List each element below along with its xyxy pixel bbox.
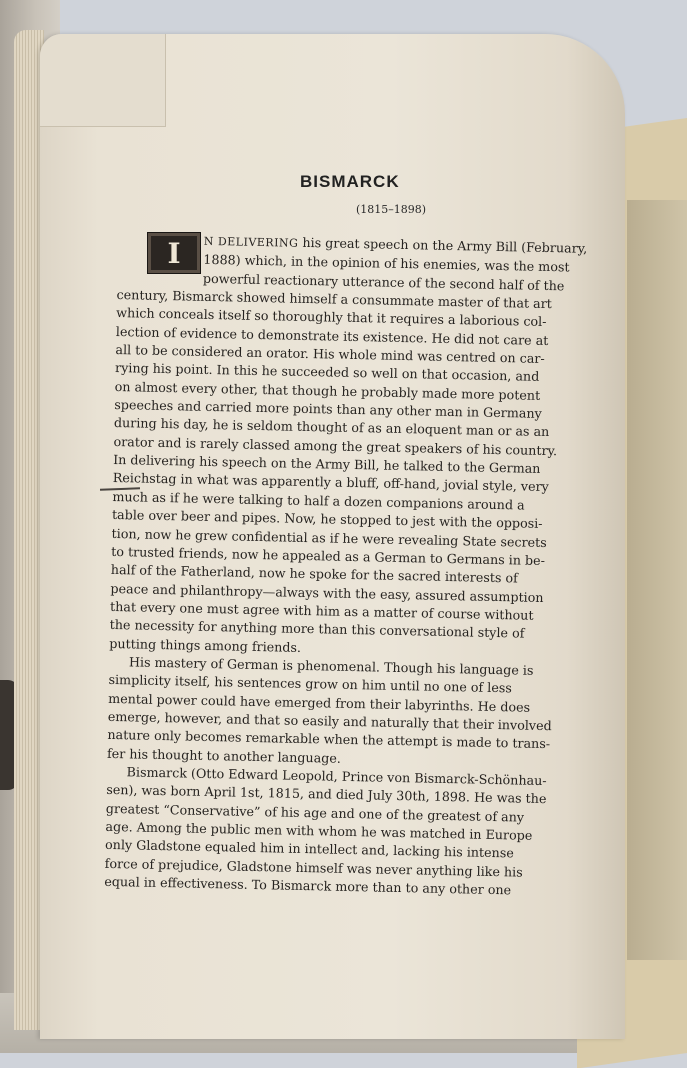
text-line: simplicity itself, his sentences grow on him until no one of less xyxy=(108,672,512,696)
body-text xyxy=(104,230,598,901)
text-line: peace and philanthropy—always with the easy, assured assumption xyxy=(110,580,544,605)
text-line: half of the Fatherland, now he spoke for the sacred interests of xyxy=(110,562,518,586)
text-line: the necessity for anything more than this conversational style of xyxy=(109,617,525,641)
page-title: BISMARCK xyxy=(300,172,400,191)
facing-plate xyxy=(627,200,687,960)
text-line: In delivering his speech on the Army Bill, he talked to the German xyxy=(113,452,541,477)
paragraph-1 xyxy=(109,230,598,663)
text-line: powerful reactionary utterance of the second half of the xyxy=(202,270,565,294)
text-line: putting things among friends. xyxy=(109,635,302,655)
text-line: to trusted friends, now he appealed as a German to Germans in be- xyxy=(111,543,546,568)
text-line: table over beer and pipes. Now, he stopped to jest with the opposi- xyxy=(111,507,543,532)
text-line: that every one must agree with him as a matter of course without xyxy=(109,598,534,623)
text-line: sen), was born April 1st, 1815, and died July 30th, 1898. He was the xyxy=(106,782,547,807)
text-line: lection of evidence to demonstrate its existence. He did not care at xyxy=(115,323,549,348)
text-line: Bismarck (Otto Edward Leopold, Prince von Bismarck-Schönhau- xyxy=(126,764,547,789)
text-line: nature only becomes remarkable when the attempt is made to trans- xyxy=(107,727,551,752)
text-line: all to be considered an orator. His whole mind was centred on car- xyxy=(115,342,545,367)
text-line: on almost every other, that though he probably made more potent xyxy=(114,378,541,403)
text-line: rying his point. In this he succeeded so well on that occasion, and xyxy=(114,360,540,385)
text-line-content: his great speech on the Army Bill (February, xyxy=(302,234,588,256)
page-tab xyxy=(40,34,166,127)
text-line: equal in effectiveness. To Bismarck more than to any other one xyxy=(104,873,512,898)
text-line: age. Among the public men with whom he was matched in Europe xyxy=(105,818,533,843)
text-line: mental power could have emerged from their labyrinths. He does xyxy=(108,690,531,715)
paragraph-3 xyxy=(104,763,587,901)
text-line: fer his thought to another language. xyxy=(106,745,342,766)
text-line: greatest “Conservative” of his age and one of the greatest of any xyxy=(105,800,525,825)
text-line: Reichstag in what was apparently a bluff, off-hand, jovial style, very xyxy=(112,470,549,495)
text-line: His mastery of German is phenomenal. Though his language is xyxy=(128,654,534,678)
text-line: speeches and carried more points than any other man in Germany xyxy=(114,397,542,422)
text-line: 1888) which, in the opinion of his enemies, was the most xyxy=(203,252,570,275)
text-line: tion, now he grew confidential as if he were revealing State secrets xyxy=(111,525,547,550)
text-line: century, Bismarck showed himself a consummate master of that art xyxy=(116,287,553,312)
life-dates: (1815–1898) xyxy=(356,203,427,216)
text-line: during his day, he is seldom thought of as an eloquent man or as an xyxy=(113,415,550,440)
text-line: only Gladstone equaled him in intellect and, lacking his intense xyxy=(104,837,514,861)
text-line: which conceals itself so thoroughly that it requires a laborious col- xyxy=(116,305,547,330)
paragraph-2 xyxy=(107,653,589,773)
text-line: much as if he were talking to half a dozen companions around a xyxy=(112,488,525,513)
opening-smallcaps: N DELIVERING xyxy=(203,234,299,250)
text-line: force of prejudice, Gladstone himself was never anything like his xyxy=(104,855,523,880)
text-line: orator and is rarely classed among the great speakers of his country. xyxy=(113,433,558,459)
drop-cap-initial: I xyxy=(147,232,201,274)
text-line: emerge, however, and that so easily and naturally that their involved xyxy=(107,708,552,734)
